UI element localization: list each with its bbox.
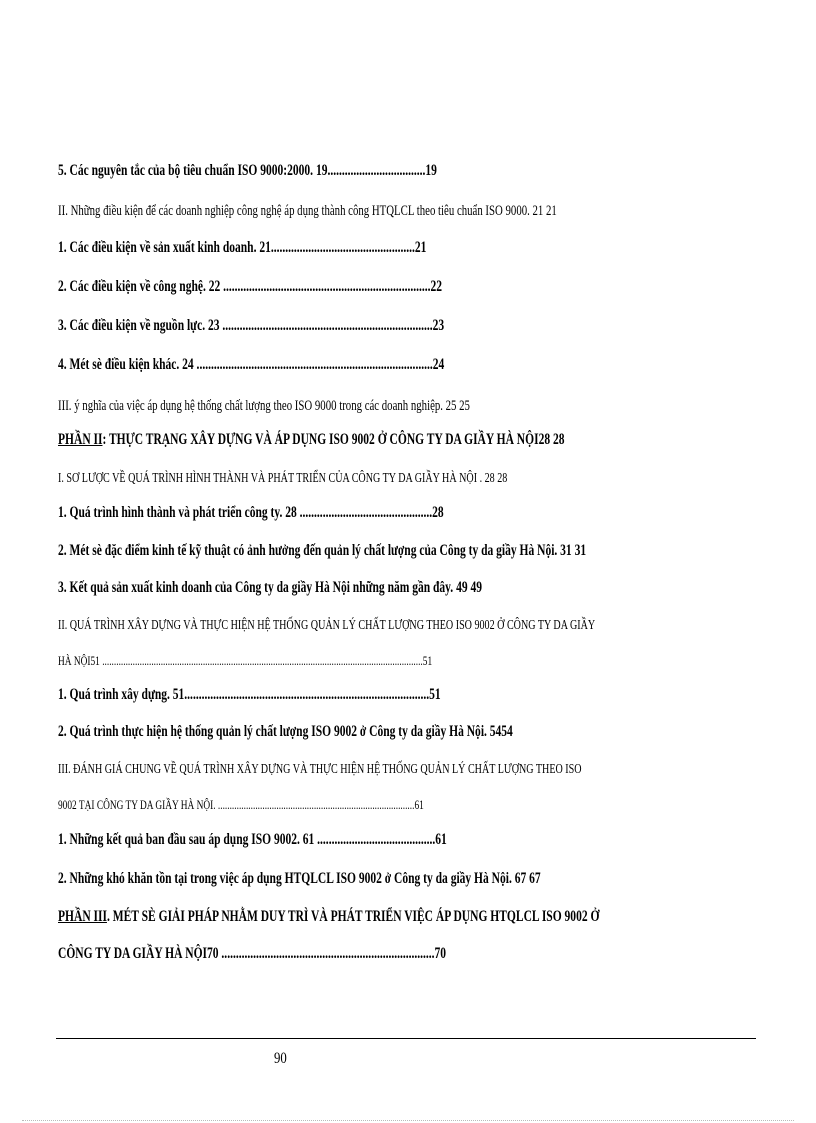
toc-part-heading[interactable] <box>58 907 599 927</box>
toc-entry[interactable]: II. Những điều kiện để các doanh nghiệp công nghệ áp dụng thành công HTQLCL theo tiêu chuẩn ISO 9000. 21 21 <box>58 203 557 219</box>
toc-entry[interactable]: 3. Kết quả sản xuất kinh doanh của Công ty da giầy Hà Nội những năm gần đây. 49 49 <box>58 579 482 596</box>
footer-divider <box>56 1038 756 1039</box>
toc-entry[interactable]: 3. Các điều kiện về nguồn lực. 23 .........................................................................23 <box>58 317 445 334</box>
toc-entry[interactable]: 2. Những khó khăn tồn tại trong việc áp dụng HTQLCL ISO 9002 ở Công ty da giầy Hà Nội. 67 67 <box>58 870 541 887</box>
toc-entry[interactable]: 1. Quá trình hình thành và phát triển công ty. 28 ..............................................28 <box>58 504 444 521</box>
toc-entry[interactable]: III. ĐÁNH GIÁ CHUNG VỀ QUÁ TRÌNH XÂY DỰNG VÀ THỰC HIỆN HỆ THỐNG QUẢN LÝ CHẤT LƯỢNG THEO ISO <box>58 762 582 777</box>
toc-entry-continuation[interactable]: HÀ NỘI51 .........................................................................................................................................51 <box>58 653 433 668</box>
part-label: PHẦN III <box>58 908 107 925</box>
toc-entry[interactable]: 2. Mét sè đặc điểm kinh tế kỹ thuật có ảnh hưởng đến quản lý chất lượng của Công ty da giầy Hà Nội. 31 31 <box>58 542 587 559</box>
toc-entry[interactable]: II. QUÁ TRÌNH XÂY DỰNG VÀ THỰC HIỆN HỆ THỐNG QUẢN LÝ CHẤT LƯỢNG THEO ISO 9002 Ở CÔNG TY DA GIẦY <box>58 618 596 633</box>
toc-entry[interactable]: 1. Các điều kiện về sản xuất kinh doanh. 21..................................................21 <box>58 239 427 256</box>
page-number: 90 <box>274 1050 287 1067</box>
toc-entry-continuation[interactable]: 9002 TẠI CÔNG TY DA GIẦY HÀ NỘI. ....................................................................................61 <box>58 797 424 812</box>
toc-entry[interactable]: III. ý nghĩa của việc áp dụng hệ thống chất lượng theo ISO 9000 trong các doanh nghiệp. 25 25 <box>58 398 470 414</box>
toc-part-heading[interactable] <box>58 430 564 450</box>
toc-entry-continuation[interactable]: CÔNG TY DA GIẦY HÀ NỘI70 ..........................................................................70 <box>58 945 447 962</box>
toc-entry[interactable]: 2. Quá trình thực hiện hệ thống quản lý chất lượng ISO 9002 ở Công ty da giầy Hà Nội. 5454 <box>58 723 513 740</box>
toc-entry[interactable]: 1. Quá trình xây dựng. 51.....................................................................................51 <box>58 686 441 703</box>
toc-entry[interactable]: 1. Những kết quả ban đầu sau áp dụng ISO 9002. 61 .........................................61 <box>58 831 447 848</box>
toc-entry[interactable]: 2. Các điều kiện về công nghệ. 22 ........................................................................22 <box>58 278 443 295</box>
part-title: : THỰC TRẠNG XÂY DỰNG VÀ ÁP DỤNG ISO 9002 Ở CÔNG TY DA GIẦY HÀ NỘI28 28 <box>102 431 565 448</box>
toc-entry[interactable]: 4. Mét sè điều kiện khác. 24 ..................................................................................24 <box>58 356 445 373</box>
part-label: PHẦN II <box>58 431 103 448</box>
toc-entry[interactable]: 5. Các nguyên tắc của bộ tiêu chuẩn ISO 9000:2000. 19..................................19 <box>58 162 437 179</box>
part-title: . MÉT SÈ GIẢI PHÁP NHẰM DUY TRÌ VÀ PHÁT TRIỂN VIỆC ÁP DỤNG HTQLCL ISO 9002 Ở <box>106 908 600 925</box>
page-bottom-border <box>22 1120 794 1121</box>
toc-entry[interactable]: I. SƠ LƯỢC VỀ QUÁ TRÌNH HÌNH THÀNH VÀ PHÁT TRIỂN CỦA CÔNG TY DA GIẦY HÀ NỘI . 28 28 <box>58 471 508 486</box>
